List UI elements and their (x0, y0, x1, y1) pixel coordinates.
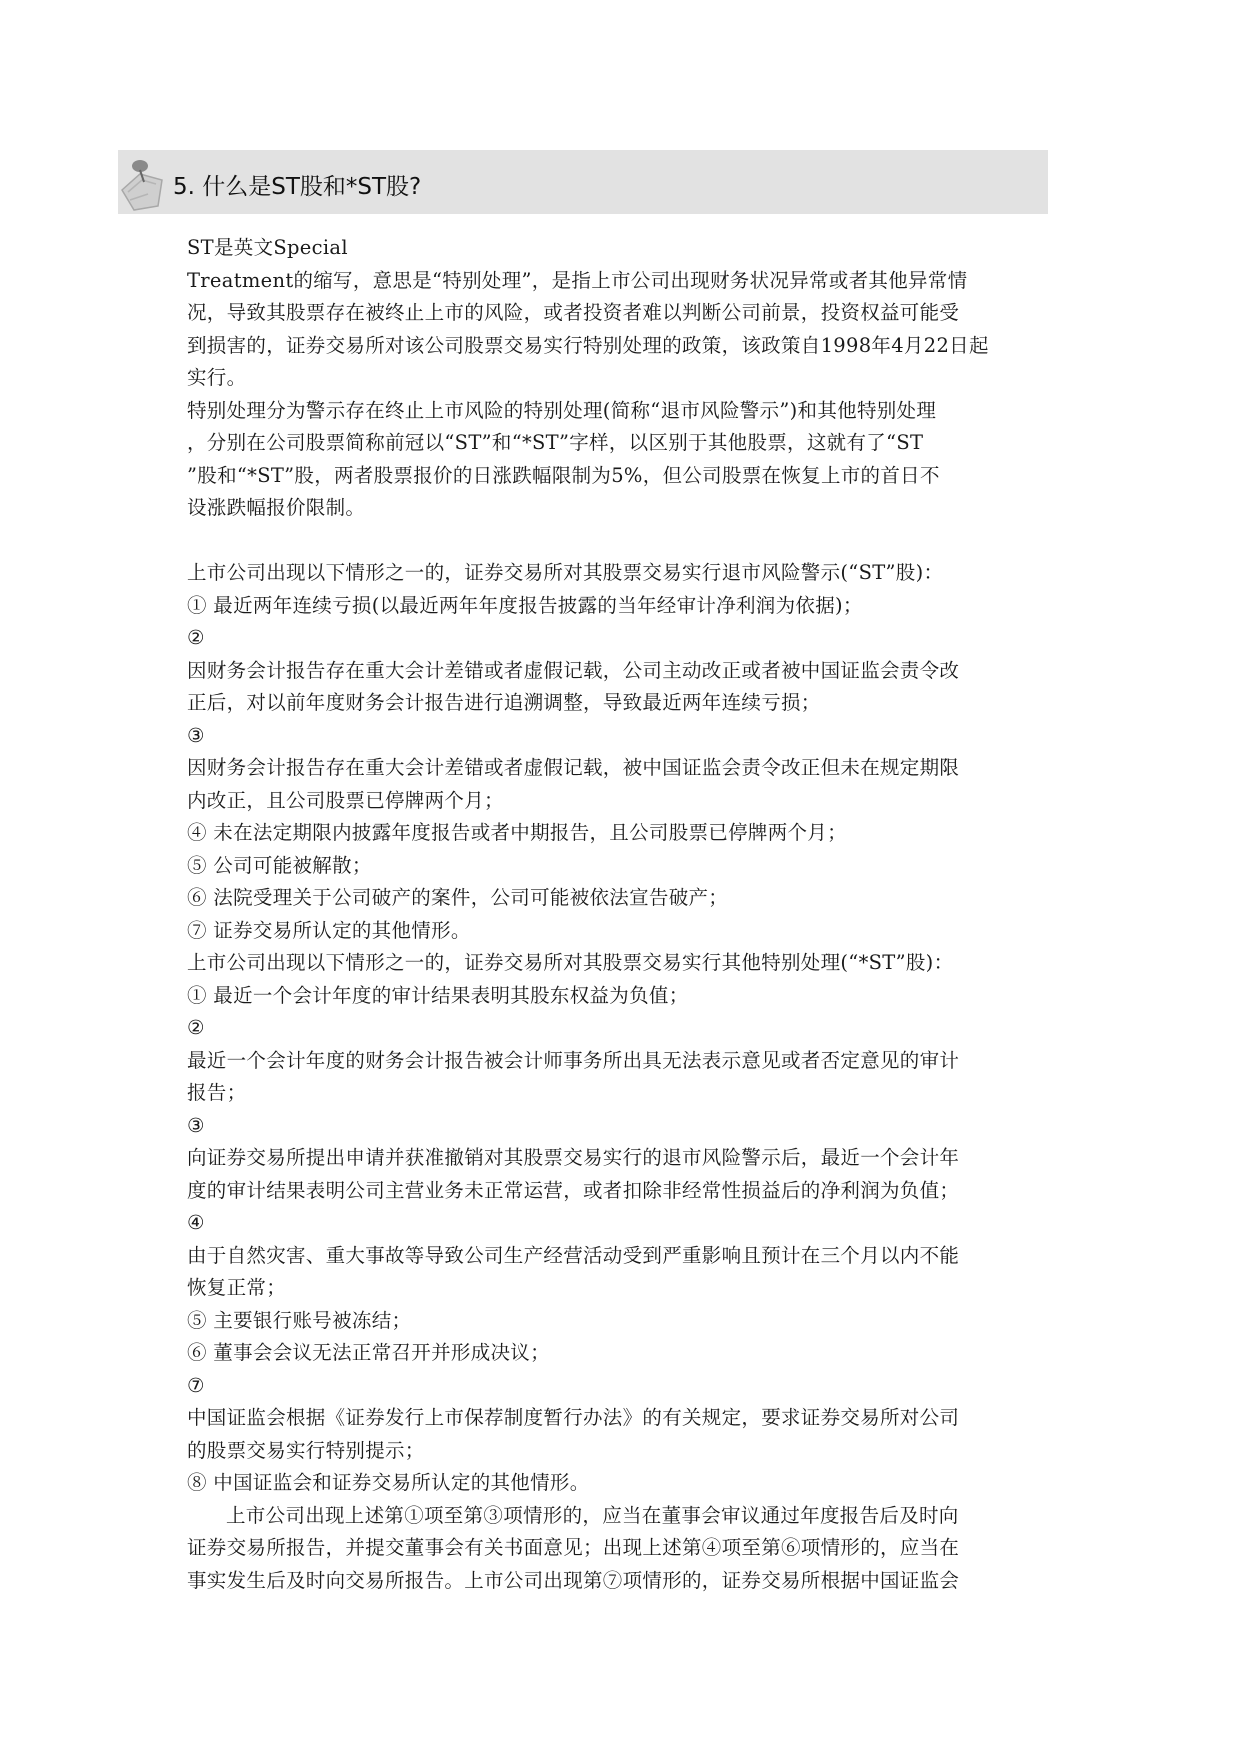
list-item: ⑥ 董事会会议无法正常召开并形成决议； (187, 1341, 550, 1364)
paragraph-line: ”股和“*ST”股，两者股票报价的日涨跌幅限制为5%，但公司股票在恢复上市的首日不 (187, 463, 940, 487)
paragraph-line: ST是英文Special (187, 236, 348, 259)
paragraph-line: 报告； (187, 1081, 247, 1104)
paragraph-line: 证券交易所报告，并提交董事会有关书面意见；出现上述第④项至第⑥项情形的，应当在 (187, 1536, 960, 1559)
paragraph-line: 由于自然灾害、重大事故等导致公司生产经营活动受到严重影响且预计在三个月以内不能 (187, 1243, 960, 1267)
blank-line (187, 525, 1057, 558)
paragraph-line: 的股票交易实行特别提示； (187, 1438, 425, 1462)
list-item: ⑦ 证券交易所认定的其他情形。 (187, 918, 471, 942)
body-text (187, 232, 1057, 1597)
paragraph-line: ，分别在公司股票简称前冠以“ST”和“*ST”字样，以区别于其他股票，这就有了“ST (187, 431, 924, 454)
paragraph-line: 特别处理分为警示存在终止上市风险的特别处理(简称“退市风险警示”)和其他特别处理 (187, 398, 937, 422)
list-item: ⑥ 法院受理关于公司破产的案件，公司可能被依法宣告破产； (187, 886, 729, 909)
list-marker: ③ (187, 1113, 205, 1137)
paragraph-line: 向证券交易所提出申请并获准撤销对其股票交易实行的退市风险警示后，最近一个会计年 (187, 1146, 960, 1169)
paragraph-line: 上市公司出现以下情形之一的，证券交易所对其股票交易实行其他特别处理(“*ST”股)： (187, 951, 954, 974)
section-header (118, 150, 1048, 214)
paragraph-line: 实行。 (187, 366, 247, 389)
paragraph-line: 上市公司出现以下情形之一的，证券交易所对其股票交易实行退市风险警示(“ST”股)： (187, 561, 944, 584)
section-title: 5. 什么是ST股和*ST股? (173, 174, 422, 200)
paragraph-line: 到损害的，证券交易所对该公司股票交易实行特别处理的政策，该政策自1998年4月22日起 (187, 333, 989, 357)
list-marker: ② (187, 626, 205, 649)
list-item: ④ 未在法定期限内披露年度报告或者中期报告，且公司股票已停牌两个月； (187, 821, 847, 844)
list-marker: ⑦ (187, 1373, 205, 1397)
list-marker: ④ (187, 1211, 205, 1234)
pushpin-note-icon (118, 150, 178, 214)
paragraph-line: 内改正，且公司股票已停牌两个月； (187, 788, 504, 812)
paragraph-line: 正后，对以前年度财务会计报告进行追溯调整，导致最近两年连续亏损； (187, 691, 821, 714)
paragraph-line: 设涨跌幅报价限制。 (187, 496, 366, 519)
paragraph-line: 因财务会计报告存在重大会计差错或者虚假记载，被中国证监会责令改正但未在规定期限 (187, 756, 960, 779)
paragraph-line: 因财务会计报告存在重大会计差错或者虚假记载，公司主动改正或者被中国证监会责令改 (187, 658, 960, 682)
list-item: ① 最近两年连续亏损(以最近两年年度报告披露的当年经审计净利润为依据)； (187, 593, 863, 617)
list-marker: ② (187, 1016, 205, 1039)
list-marker: ③ (187, 723, 205, 747)
paragraph-line: Treatment的缩写，意思是“特别处理”，是指上市公司出现财务状况异常或者其他异常情 (187, 268, 968, 292)
list-item: ① 最近一个会计年度的审计结果表明其股东权益为负值； (187, 983, 689, 1007)
paragraph-line: 上市公司出现上述第①项至第③项情形的，应当在董事会审议通过年度报告后及时向 (226, 1503, 959, 1527)
paragraph-line: 事实发生后及时向交易所报告。上市公司出现第⑦项情形的，证券交易所根据中国证监会 (187, 1568, 960, 1592)
paragraph-line: 况，导致其股票存在被终止上市的风险，或者投资者难以判断公司前景，投资权益可能受 (187, 301, 960, 324)
paragraph-line: 度的审计结果表明公司主营业务未正常运营，或者扣除非经常性损益后的净利润为负值； (187, 1178, 960, 1202)
paragraph-line: 中国证监会根据《证券发行上市保荐制度暂行办法》的有关规定，要求证券交易所对公司 (187, 1406, 960, 1429)
list-item: ⑤ 主要银行账号被冻结； (187, 1308, 412, 1332)
list-item: ⑤ 公司可能被解散； (187, 853, 372, 877)
list-item: ⑧ 中国证监会和证券交易所认定的其他情形。 (187, 1471, 590, 1494)
paragraph-line: 最近一个会计年度的财务会计报告被会计师事务所出具无法表示意见或者否定意见的审计 (187, 1048, 960, 1072)
paragraph-line: 恢复正常； (187, 1276, 287, 1299)
